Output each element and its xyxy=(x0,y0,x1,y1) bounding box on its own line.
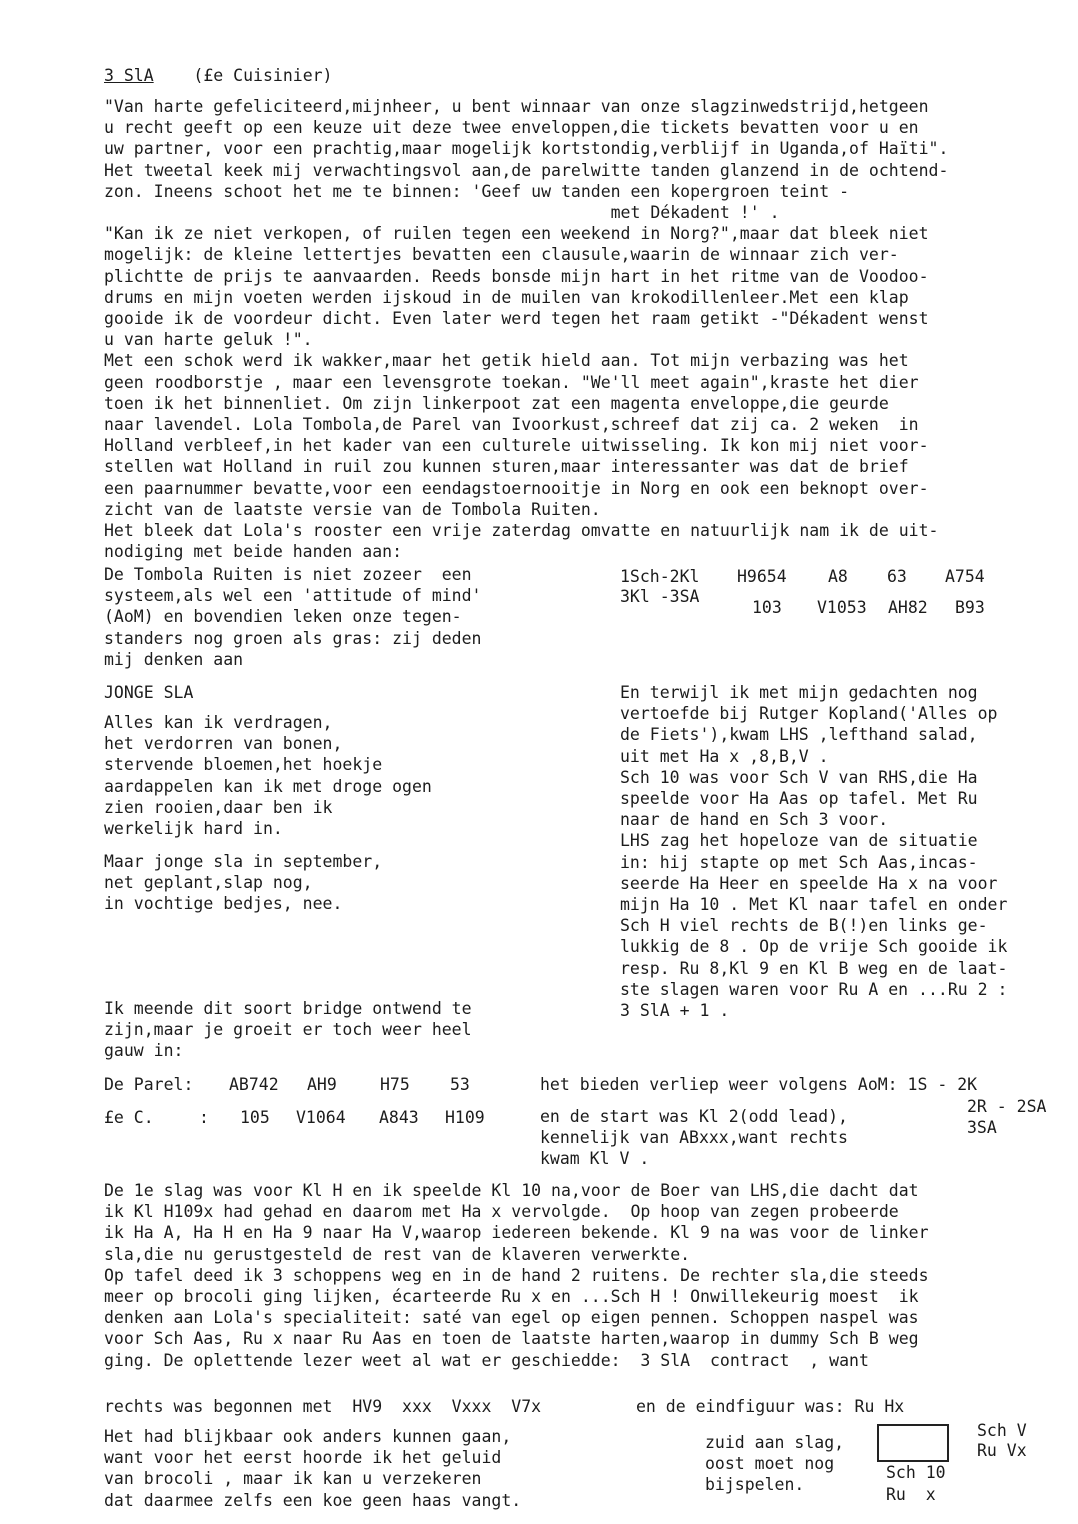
poem-line: stervende bloemen,het hoekje xyxy=(104,755,383,775)
hand-bottom-spades: 103 xyxy=(752,598,782,617)
hand-bottom-clubs: B93 xyxy=(955,598,985,617)
text-line: resp. Ru 8,Kl 9 en Kl B weg en de laat- xyxy=(620,958,1008,978)
text-line: zijn,maar je groeit er toch weer heel xyxy=(104,1020,472,1040)
poem-stanza-1 xyxy=(104,712,432,839)
text-line: u recht geeft op een keuze uit deze twee enveloppen,die tickets bevatten voor u en xyxy=(104,118,919,138)
hand-top-diamonds: 63 xyxy=(887,567,907,586)
ec-hearts: V1064 xyxy=(296,1108,346,1127)
poem-line: werkelijk hard in. xyxy=(104,819,283,839)
poem-line: in vochtige bedjes, nee. xyxy=(104,894,343,914)
text-line: van brocoli , maar ik kan u verzekeren xyxy=(104,1469,482,1489)
parel-hearts: AH9 xyxy=(307,1075,337,1094)
text-line: drums en mijn voeten werden ijskoud in de muilen van krokodillenleer.Met een klap xyxy=(104,287,909,307)
text-line: oost moet nog xyxy=(705,1454,835,1474)
diagram-east-spades: Sch V xyxy=(977,1421,1027,1440)
end-position-note xyxy=(705,1432,844,1496)
ec-colon: : xyxy=(199,1108,209,1127)
poem-line: net geplant,slap nog, xyxy=(104,873,313,893)
text-line: ik Ha A, Ha H en Ha 9 naar Ha V,waarop iedereen bekende. Kl 9 na was voor de linker xyxy=(104,1223,929,1243)
text-line: in: hij stapte op met Sch Aas,incas- xyxy=(620,852,978,872)
text-line: Sch 10 was voor Sch V van RHS,die Ha xyxy=(620,767,978,787)
text-line: "Van harte gefeliciteerd,mijnheer, u bent winnaar van onze slagzinwedstrijd,hetgeen xyxy=(104,97,929,116)
hand-bottom-diamonds: AH82 xyxy=(888,598,928,617)
text-line: En terwijl ik met mijn gedachten nog xyxy=(620,683,978,702)
closing-paragraph xyxy=(104,1426,521,1511)
bidding-sequence-2: 3Kl -3SA xyxy=(620,587,700,606)
rechts-holding-line: rechts was begonnen met HV9 xxx Vxxx V7x xyxy=(104,1397,542,1416)
text-line: Met een schok werd ik wakker,maar het getik hield aan. Tot mijn verbazing was het xyxy=(104,351,909,371)
text-line: uw partner, voor een prachtig,maar mogelijk kortstondig,verblijf in Uganda,of Haïti". xyxy=(104,139,949,159)
text-line: bijspelen. xyxy=(705,1475,805,1495)
parel-diamonds: H75 xyxy=(380,1075,410,1094)
text-line: vertoefde bij Rutger Kopland('Alles op xyxy=(620,704,998,724)
text-line: zon. Ineens schoot het me te binnen: 'Geef uw tanden een kopergroen teint - xyxy=(104,181,850,201)
text-line: meer op brocoli ging lijken, écarteerde Ru x en ...Sch H ! Onwillekeurig moest ik xyxy=(104,1287,919,1307)
poem-line: het verdorren van bonen, xyxy=(104,734,343,754)
poem-title: JONGE SLA xyxy=(104,683,194,702)
text-line: uit met Ha x ,8,B,V . xyxy=(620,746,829,766)
left-column-outro xyxy=(104,998,472,1062)
left-column-text xyxy=(104,564,482,670)
parel-clubs: 53 xyxy=(450,1075,470,1094)
text-line: stellen wat Holland in ruil zou kunnen sturen,maar interessanter was dat de brief xyxy=(104,457,909,477)
text-line: Het had blijkbaar ook anders kunnen gaan, xyxy=(104,1427,512,1446)
text-line: mijn Ha 10 . Met Kl naar tafel en onder xyxy=(620,895,1008,915)
opening-lead-text xyxy=(540,1106,848,1170)
text-line: u van harte geluk !". xyxy=(104,330,313,350)
text-line: 3 SlA + 1 . xyxy=(620,1001,730,1021)
text-line: mij denken aan xyxy=(104,649,244,669)
text-line: Sch H viel rechts de B(!)en links ge- xyxy=(620,916,988,936)
text-line: want voor het eerst hoorde ik het geluid xyxy=(104,1448,502,1468)
diagram-south-diamonds: Ru x xyxy=(886,1485,936,1504)
auction-line-3: 3SA xyxy=(967,1118,997,1137)
author-byline: (£e Cuisinier) xyxy=(193,66,333,85)
text-line: lukkig de 8 . Op de vrije Sch gooide ik xyxy=(620,937,1008,957)
ec-label: £e C. xyxy=(104,1108,154,1127)
hand-bottom-hearts: V1053 xyxy=(817,598,867,617)
text-line: (AoM) en bovendien leken onze tegen- xyxy=(104,607,462,627)
text-line: denken aan Lola's specialiteit: saté van egel op eigen pennen. Schoppen naspel was xyxy=(104,1308,919,1328)
text-line: de Fiets'),kwam LHS ,lefthand salad, xyxy=(620,725,978,745)
hand-top-hearts: A8 xyxy=(828,567,848,586)
text-line: geen roodborstje , maar een levensgrote toekan. "We'll meet again",kraste het dier xyxy=(104,372,919,392)
end-position-line: en de eindfiguur was: Ru Hx xyxy=(636,1397,905,1416)
text-line: standers nog groen als gras: zij deden xyxy=(104,628,482,648)
text-line: Het bleek dat Lola's rooster een vrije zaterdag omvatte en natuurlijk nam ik de uit- xyxy=(104,521,939,541)
text-line: Holland verbleef,in het kader van een culturele uitwisseling. Ik kon mij niet voor- xyxy=(104,436,929,456)
text-line: naar lavendel. Lola Tombola,de Parel van Ivoorkust,schreef dat zij ca. 2 weken in xyxy=(104,415,919,435)
poem-line: zien rooien,daar ben ik xyxy=(104,797,333,817)
article-title xyxy=(104,66,333,85)
text-line: LHS zag het hopeloze van de situatie xyxy=(620,831,978,851)
text-line: kennelijk van ABxxx,want rechts xyxy=(540,1128,848,1148)
text-line: met Dékadent !' . xyxy=(104,203,780,223)
card-table-diagram xyxy=(877,1424,949,1462)
intro-paragraphs xyxy=(104,96,948,562)
text-line: plichtte de prijs te aanvaarden. Reeds bonsde mijn hart in het ritme van de Voodoo- xyxy=(104,266,929,286)
text-line: dat daarmee zelfs een koe geen haas vangt. xyxy=(104,1490,522,1510)
text-line: zuid aan slag, xyxy=(705,1433,845,1452)
text-line: een paarnummer bevatte,voor een eendagstoernooitje in Norg en ook een beknopt over- xyxy=(104,478,929,498)
ec-spades: 105 xyxy=(240,1108,270,1127)
diagram-south-spades: Sch 10 xyxy=(886,1463,946,1482)
poem-stanza-2 xyxy=(104,851,382,915)
hand-top-spades: H9654 xyxy=(737,567,787,586)
text-line: ste slagen waren voor Ru A en ...Ru 2 : xyxy=(620,979,1008,999)
auction-line-2: 2R - 2SA xyxy=(967,1097,1047,1116)
text-line: kwam Kl V . xyxy=(540,1149,650,1169)
text-line: en de start was Kl 2(odd lead), xyxy=(540,1107,848,1126)
ec-diamonds: A843 xyxy=(379,1108,419,1127)
text-line: Op tafel deed ik 3 schoppens weg en in de hand 2 ruitens. De rechter sla,die steeds xyxy=(104,1265,929,1285)
poem-line: aardappelen kan ik met droge ogen xyxy=(104,776,432,796)
text-line: seerde Ha Heer en speelde Ha x na voor xyxy=(620,873,998,893)
text-line: mogelijk: de kleine lettertjes bevatten een clausule,waarin de winnaar zich ver- xyxy=(104,245,899,265)
diagram-east-diamonds: Ru Vx xyxy=(977,1441,1027,1460)
auction-line-1: het bieden verliep weer volgens AoM: 1S - 2K xyxy=(540,1075,978,1094)
right-column-text xyxy=(620,682,1007,1021)
text-line: "Kan ik ze niet verkopen, of ruilen tegen een weekend in Norg?",maar dat bleek niet xyxy=(104,224,929,244)
text-line: De Tombola Ruiten is niet zozeer een xyxy=(104,565,472,584)
hand-top-clubs: A754 xyxy=(945,567,985,586)
play-description xyxy=(104,1180,929,1371)
text-line: gooide ik de voordeur dicht. Even later werd tegen het raam getikt -"Dékadent wenst xyxy=(104,309,929,329)
contract-heading: 3 SlA xyxy=(104,66,154,85)
text-line: systeem,als wel een 'attitude of mind' xyxy=(104,586,482,606)
bidding-sequence-1: 1Sch-2Kl xyxy=(620,567,700,586)
text-line: gauw in: xyxy=(104,1041,184,1061)
poem-line: Alles kan ik verdragen, xyxy=(104,713,333,732)
text-line: ging. De oplettende lezer weet al wat er geschiedde: 3 SlA contract , want xyxy=(104,1350,869,1370)
text-line: toen ik het binnenliet. Om zijn linkerpoot zat een magenta enveloppe,die geurde xyxy=(104,393,889,413)
text-line: voor Sch Aas, Ru x naar Ru Aas en toen de laatste harten,waarop in dummy Sch B weg xyxy=(104,1329,919,1349)
text-line: ik Kl H109x had gehad en daarom met Ha x vervolgde. Op hoop van zegen probeerde xyxy=(104,1202,899,1222)
text-line: De 1e slag was voor Kl H en ik speelde Kl 10 na,voor de Boer van LHS,die dacht dat xyxy=(104,1181,919,1200)
parel-spades: AB742 xyxy=(229,1075,279,1094)
text-line: nodiging met beide handen aan: xyxy=(104,542,403,562)
text-line: Ik meende dit soort bridge ontwend te xyxy=(104,999,472,1018)
ec-clubs: H109 xyxy=(445,1108,485,1127)
text-line: Het tweetal keek mij verwachtingsvol aan,de parelwitte tanden glanzend in de ochtend- xyxy=(104,160,949,180)
text-line: zicht van de laatste versie van de Tombola Ruiten. xyxy=(104,499,601,519)
text-line: speelde voor Ha Aas op tafel. Met Ru xyxy=(620,789,978,809)
parel-label: De Parel: xyxy=(104,1075,194,1094)
poem-line: Maar jonge sla in september, xyxy=(104,852,383,871)
text-line: sla,die nu gerustgesteld de rest van de klaveren verwerkte. xyxy=(104,1244,691,1264)
text-line: naar de hand en Sch 3 voor. xyxy=(620,810,889,830)
